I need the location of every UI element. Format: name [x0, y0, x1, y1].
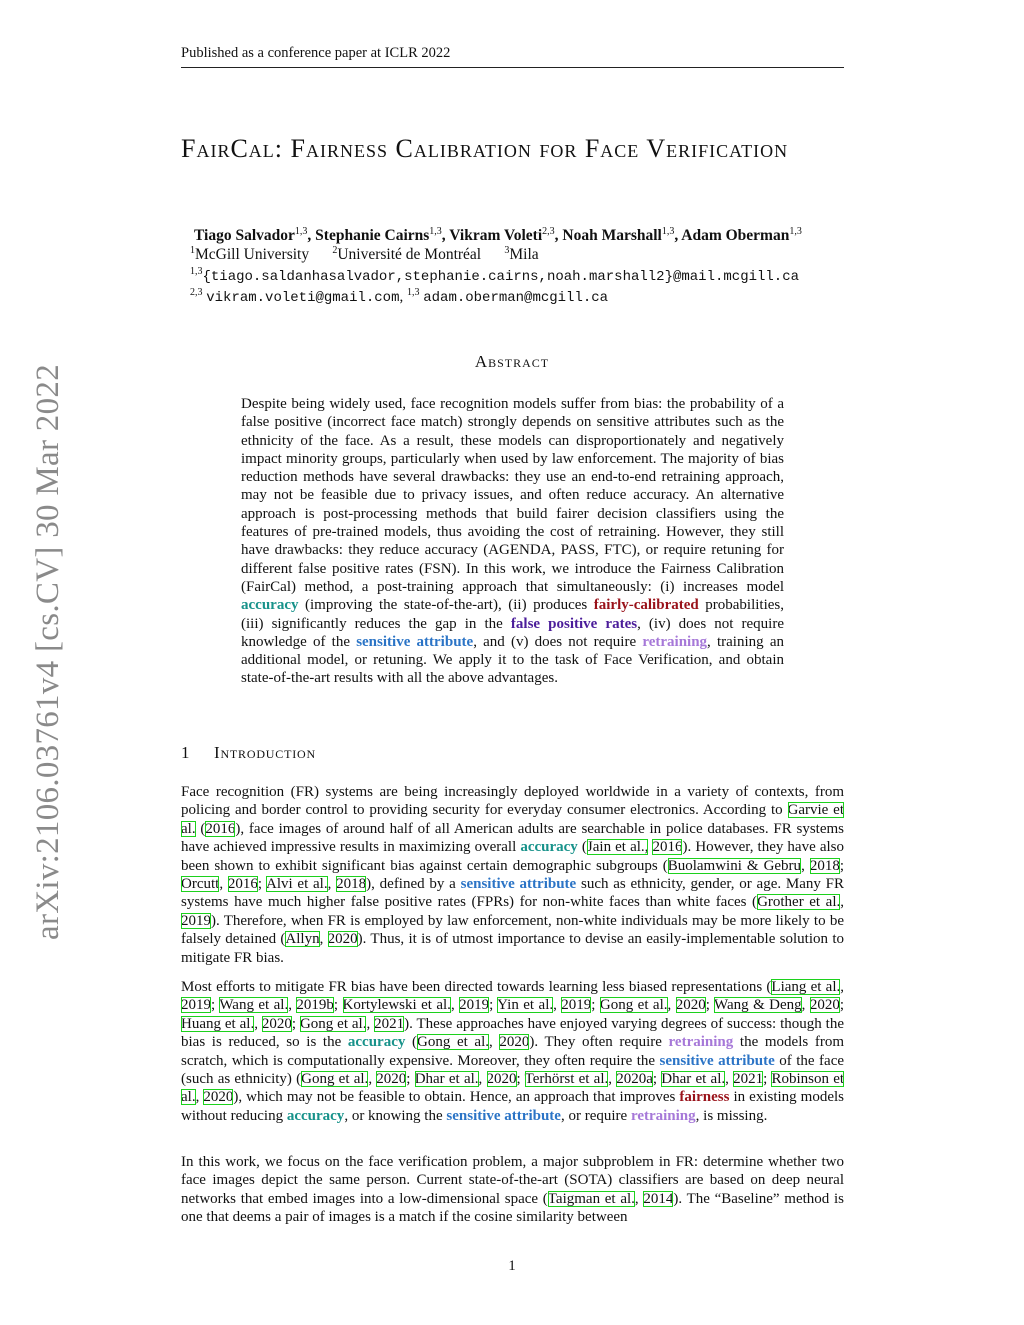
affiliation-number: 1 — [190, 245, 195, 256]
keyword-accuracy: accuracy — [241, 597, 299, 614]
citation-link[interactable]: 2016 — [205, 820, 236, 837]
author-affiliation-mark: 1,3 — [429, 226, 442, 237]
citation-link[interactable]: Gong et al. — [417, 1034, 490, 1051]
author-name: Adam Oberman — [681, 227, 790, 245]
citation-link[interactable]: Yin et al. — [497, 997, 554, 1014]
keyword-retraining: retraining — [630, 1107, 696, 1124]
citation-link[interactable]: Garvie et al. — [181, 802, 844, 837]
keyword-sensitive-attribute: sensitive attribute — [446, 1107, 561, 1124]
citation-link[interactable]: Allyn — [285, 931, 320, 948]
email-line-1 — [190, 266, 799, 285]
keyword-sensitive-attribute: sensitive attribute — [460, 876, 577, 893]
citation-link[interactable]: Buolamwini & Gebru — [667, 857, 802, 874]
email-affiliation-mark: 2,3 — [190, 287, 203, 298]
citation-link[interactable]: Grother et al. — [757, 894, 841, 911]
intro-paragraph-1: Face recognition (FR) systems are being increasingly deployed worldwide in a variety of contexts, from policing and border control to providing security for everyday consumer electronics. According to Garvie et al. (2016), face images of around half of all American adults are searchable in police databases. FR systems have achieved impressive results in maximizing overall accuracy (Jain et al., 2016). However, they have also been shown to exhibit significant bias against certain demographic subgroups (Buolamwini & Gebru, 2018; Orcutt, 2016; Alvi et al., 2018), defined by a sensitive attribute such as ethnicity, gender, or age. Many FR systems have much higher false positive rates (FPRs) for non-white faces than white faces (Grother et al., 2019). Therefore, when FR is employed by law enforcement, non-white individuals may be more likely to be falsely detained (Allyn, 2020). Thus, it is of utmost importance to devise an easily-implementable solution to mitigate FR bias. — [181, 784, 845, 966]
keyword-sensitive-attribute: sensitive attribute — [659, 1052, 775, 1069]
citation-link[interactable]: Orcutt — [181, 876, 220, 893]
citation-link[interactable]: Alvi et al. — [265, 876, 328, 893]
author-name: Stephanie Cairns — [315, 227, 430, 245]
citation-link[interactable]: 2019b — [296, 997, 334, 1014]
author-affiliation-mark: 2,3 — [542, 226, 555, 237]
citation-link[interactable]: Gong et al. — [301, 1071, 369, 1088]
citation-link[interactable]: Liang et al. — [771, 979, 841, 995]
citation-link[interactable]: Gong et al. — [599, 997, 668, 1014]
citation-link[interactable]: 2019 — [181, 997, 211, 1014]
citation-link[interactable]: 2014 — [643, 1190, 674, 1207]
citation-link[interactable]: 2020 — [203, 1089, 234, 1106]
section-number: 1 — [181, 743, 191, 762]
citation-link[interactable]: Wang & Deng — [714, 997, 802, 1014]
citation-link[interactable]: Terhörst et al. — [524, 1071, 609, 1088]
abstract-heading: Abstract — [474, 352, 550, 371]
intro-paragraph-3: In this work, we focus on the face verification problem, a major subproblem in FR: determine whether two face images depict the same person. Current state-of-the-art (SOTA) classifiers are based on deep neural networks that embed images into a low-dimensional space (Taigman et al., 2014). The “Baseline” method is one that deems a pair of images is a match if the cosine similarity between — [181, 1154, 844, 1226]
citation-link[interactable]: 2016 — [227, 876, 258, 893]
citation-link[interactable]: Kortylewski et al. — [342, 997, 451, 1014]
citation-link[interactable]: 2020 — [499, 1034, 530, 1051]
citation-link[interactable]: 2020 — [261, 1015, 292, 1032]
affiliation-name: Université de Montréal — [337, 246, 482, 264]
affiliation-list — [190, 245, 539, 264]
affiliation-number: 3 — [504, 245, 510, 256]
citation-link[interactable]: Taigman et al. — [547, 1190, 635, 1207]
affiliation-number: 2 — [332, 245, 338, 256]
abstract-body: Despite being widely used, face recognition models suffer from bias: the probability of a false positive (incorrect face match) strongly depends on sensitive attributes such as the ethnicity of the face. As a result, these models can disproportionately and negatively impact minority groups, particularly when used by law enforcement. The majority of bias reduction methods have several drawbacks: they use an end-to-end retraining approach, may not be feasible due to privacy issues, and often reduce accuracy. An alternative approach is post-processing methods that build fairer decision classifiers using the features of pre-trained models, thus avoiding the cost of retraining. However, they still have drawbacks: they reduce accuracy (AGENDA, PASS, FTC), or require retuning for different false positive rates (FSN). In this work, we introduce the Fairness Calibration (FairCal) method, a post-training approach that simultaneously: (i) increases model accuracy (improving the state-of-the-art), (ii) produces fairly-calibrated probabilities, (iii) significantly reduces the gap in the false positive rates, (iv) does not require knowledge of the sensitive attribute, and (v) does not require retraining, training an additional model, or retuning. We apply it to the task of Face Verification, and obtain state-of-the-art results with all the above advantages. — [241, 396, 785, 687]
running-header: Published as a conference paper at ICLR 2022 — [181, 45, 844, 68]
citation-link[interactable]: Dhar et al. — [661, 1071, 726, 1088]
keyword-fairly-calibrated: fairly-calibrated — [593, 597, 699, 614]
citation-link[interactable]: 2020 — [809, 997, 840, 1014]
citation-link[interactable]: 2020 — [486, 1071, 517, 1088]
arxiv-stamp: arXiv:2106.03761v4 [cs.CV] 30 Mar 2022 — [30, 364, 66, 940]
author-name: Tiago Salvador — [194, 227, 295, 245]
paper-title: FairCal: Fairness Calibration for Face Verification — [181, 134, 789, 163]
keyword-accuracy: accuracy — [347, 1034, 406, 1051]
citation-link[interactable]: Dhar et al. — [414, 1071, 479, 1088]
citation-link[interactable]: 2016 — [652, 839, 683, 856]
citation-link[interactable]: 2021 — [374, 1015, 405, 1032]
author-affiliation-mark: 1,3 — [661, 226, 675, 237]
citation-link[interactable]: 2020 — [327, 931, 358, 948]
citation-link[interactable]: Jain et al., — [586, 839, 649, 856]
citation-link[interactable]: 2020 — [675, 997, 706, 1014]
citation-link[interactable]: 2020a — [616, 1071, 653, 1088]
keyword-sensitive-attribute: sensitive attribute — [356, 633, 474, 650]
citation-link[interactable]: 2019 — [181, 912, 211, 929]
citation-link[interactable]: 2020 — [376, 1071, 407, 1088]
email-address: adam.oberman@mcgill.ca — [423, 290, 609, 306]
keyword-retraining: retraining — [642, 633, 708, 650]
citation-link[interactable]: 2019 — [459, 997, 490, 1014]
keyword-fairness: fairness — [679, 1089, 730, 1106]
email-address: vikram.voleti@gmail.com — [206, 290, 400, 306]
author-list: Tiago Salvador$^{1,3}$, Stephanie Cairns$^{1,3}$, Vikram Voleti$^{2,3}$, Noah Marshall$^{1,3}$, Adam Oberman$^{1,3}$ — [194, 226, 802, 245]
citation-link[interactable]: 2019 — [561, 997, 592, 1014]
email-address: {tiago.saldanhasalvador,stephanie.cairns,noah.marshall2}@mail.mcgill.ca — [202, 269, 799, 285]
author-affiliation-mark: 1,3 — [789, 226, 802, 237]
author-affiliation-mark: 1,3 — [294, 226, 308, 237]
section-title: Introduction — [214, 743, 316, 762]
email-affiliation-mark: 1,3 — [406, 287, 420, 298]
email-line-2: $^{2,3}$ vikram.voleti@gmail.com, $^{1,3}$ adam.oberman@mcgill.ca — [190, 287, 609, 306]
affiliation-name: Mila — [509, 246, 539, 264]
citation-link[interactable]: Robinson et al. — [181, 1071, 845, 1106]
keyword-accuracy: accuracy — [286, 1107, 345, 1124]
intro-paragraph-2: Most efforts to mitigate FR bias have been directed towards learning less biased representations (Liang et al., 2019; Wang et al., 2019b; Kortylewski et al., 2019; Yin et al., 2019; Gong et al., 2020; Wang & Deng, 2020; Huang et al., 2020; Gong et al., 2021). These approaches have enjoyed varying degrees of success: though the bias is reduced, so is the accuracy (Gong et al., 2020). They often require retraining the models from scratch, which is computationally expensive. Moreover, they often require the sensitive attribute of the face (such as ethnicity) (Gong et al., 2020; Dhar et al., 2020; Terhörst et al., 2020a; Dhar et al., 2021; Robinson et al., 2020), which may not be feasible to obtain. Hence, an approach that improves fairness in existing models without reducing accuracy, or knowing the sensitive attribute, or require retraining, is missing. — [181, 979, 845, 1124]
email-affiliation-mark: 1,3 — [190, 266, 203, 277]
citation-link[interactable]: 2018 — [336, 876, 367, 893]
author-name: Noah Marshall — [562, 227, 662, 245]
citation-link[interactable]: Wang et al. — [219, 997, 289, 1014]
section-heading — [181, 743, 316, 763]
keyword-accuracy: accuracy — [520, 839, 578, 856]
keyword-retraining: retraining — [668, 1034, 734, 1051]
citation-link[interactable]: 2018 — [809, 857, 840, 874]
author-name: Vikram Voleti — [449, 227, 543, 245]
citation-link[interactable]: 2021 — [733, 1071, 764, 1088]
affiliation-name: McGill University — [195, 246, 310, 264]
page-number: 1 — [508, 1258, 516, 1274]
citation-link[interactable]: Huang et al. — [181, 1015, 255, 1032]
citation-link[interactable]: Gong et al. — [299, 1015, 367, 1032]
keyword-false-positive-rates: false positive rates — [510, 615, 638, 632]
